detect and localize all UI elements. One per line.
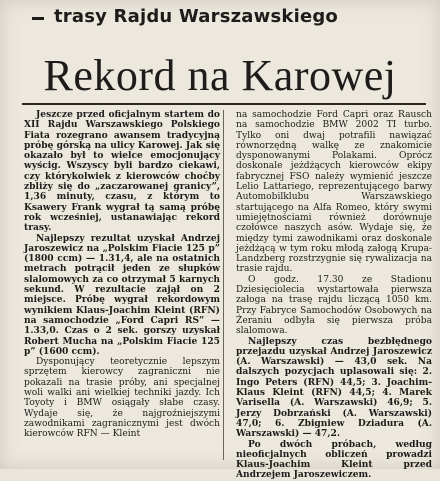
paragraph: O godz. 17.30 ze Stadionu Dziesięciolecia wystartowała pierwsza załoga na trasę rajdu liczącą 1050 km. Przy Fabryce Samochodów Osobowych na Żeraniu odbyła się pierwsza próba slalomowa. bbox=[236, 274, 432, 337]
paragraph: Jeszcze przed oficjalnym startem do XII Rajdu Warszawskiego Polskiego Fiata rozegrano awansem tradycyjną próbę górską na ulicy Karowej. Jak się okazało był to wielce emocjonujący wyścig. Wszyscy byli bardzo ciekawi, czy którykolwiek z kierowców choćby zbliży się do „zaczarowanej granicy”, 1,36 minuty, czasu, z którym to Ksawery Frank wygrał tą samą próbę rok wcześniej, ustanawiając rekord trasy. bbox=[24, 109, 220, 234]
paragraph: Dysponujący teoretycznie lepszym sprzętem kierowcy zagraniczni nie pokazali na trasie próby, ani specjalnej woli walki ani wielkiej techniki jazdy. Ich Toyoty i BMW osiągały słabe czasy. Wydaje się, że najgroźniejszymi zawodnikami zagranicznymi jest dwóch kierowców RFN — Kleint bbox=[24, 357, 220, 440]
kicker-text: trasy Rajdu Warszawskiego bbox=[54, 5, 338, 27]
paragraph: Po dwóch próbach, według nieoficjalnych obliczeń prowadzi Klaus-Joachim Kleint przed Andrzejem Jaroszewiczem. bbox=[236, 438, 432, 481]
kicker-dash bbox=[32, 17, 44, 20]
paragraph: na samochodzie Ford Capri oraz Rausch na samochodzie BMW 2002 TI turbo. Tylko oni dwaj potrafili nawiązać równorzędną walkę ze znakomicie dysponowanymi Polakami. Oprócz doskonale jeżdżących kierowców ekipy fabrycznej FSO należy wymienić jeszcze Lelio Lattariego, reprezentującego barwy Automobilklubu Warszawskiego startującego na Alfa Romeo, który swymi umiejętnościami również dorównuje czołówce naszych asów. Wydaje się, że między tymi zawodnikami oraz doskonale jeżdżącą w tym roku młodą załogą Krupa-Landzberg rozstrzygnie się rywalizacja na trasie rajdu. bbox=[236, 110, 432, 275]
column-divider bbox=[223, 110, 224, 460]
kicker bbox=[32, 4, 432, 28]
article-column-left bbox=[24, 110, 220, 462]
article-column-right bbox=[236, 110, 432, 481]
paragraph: Najlepszy rezultat uzyskał Andrzej Jaroszewicz na „Polskim Fiacie 125 p” (1800 ccm) — 1.31,4, ale na ostatnich metrach potrącił jeden ze słupków slalomowych za co otrzymał 5 karnych sekund. W rezultacie zajął on 2 miejsce. Próbę wygrał rekordowym wynikiem Klaus-Joachim Kleint (RFN) na samochodzie „Ford Capri RS” — 1.33,0. Czas o 2 sek. gorszy uzyskał Robert Mucha na „Polskim Fiacie 125 p” (1600 ccm). bbox=[24, 232, 220, 357]
headline-rule bbox=[22, 103, 426, 105]
headline: Rekord na Karowej bbox=[43, 51, 397, 100]
paragraph: Najlepszy czas bezbłędnego przejazdu uzyskał Andrzej Jaroszewicz (A. Warszawski) — 43,0 sek. Na dalszych pozycjach uplasowali się: 2. Ingo Peters (RFN) 44,5; 3. Joachim-Klaus Kleint (RFN) 44,5; 4. Marek Varisella (A. Warszawski) 46,9; 5. Jerzy Dobrzański (A. Warszawski) 47,0; 6. Zbigniew Dziadura (A. Warszawski) — 47,2. bbox=[236, 335, 432, 440]
